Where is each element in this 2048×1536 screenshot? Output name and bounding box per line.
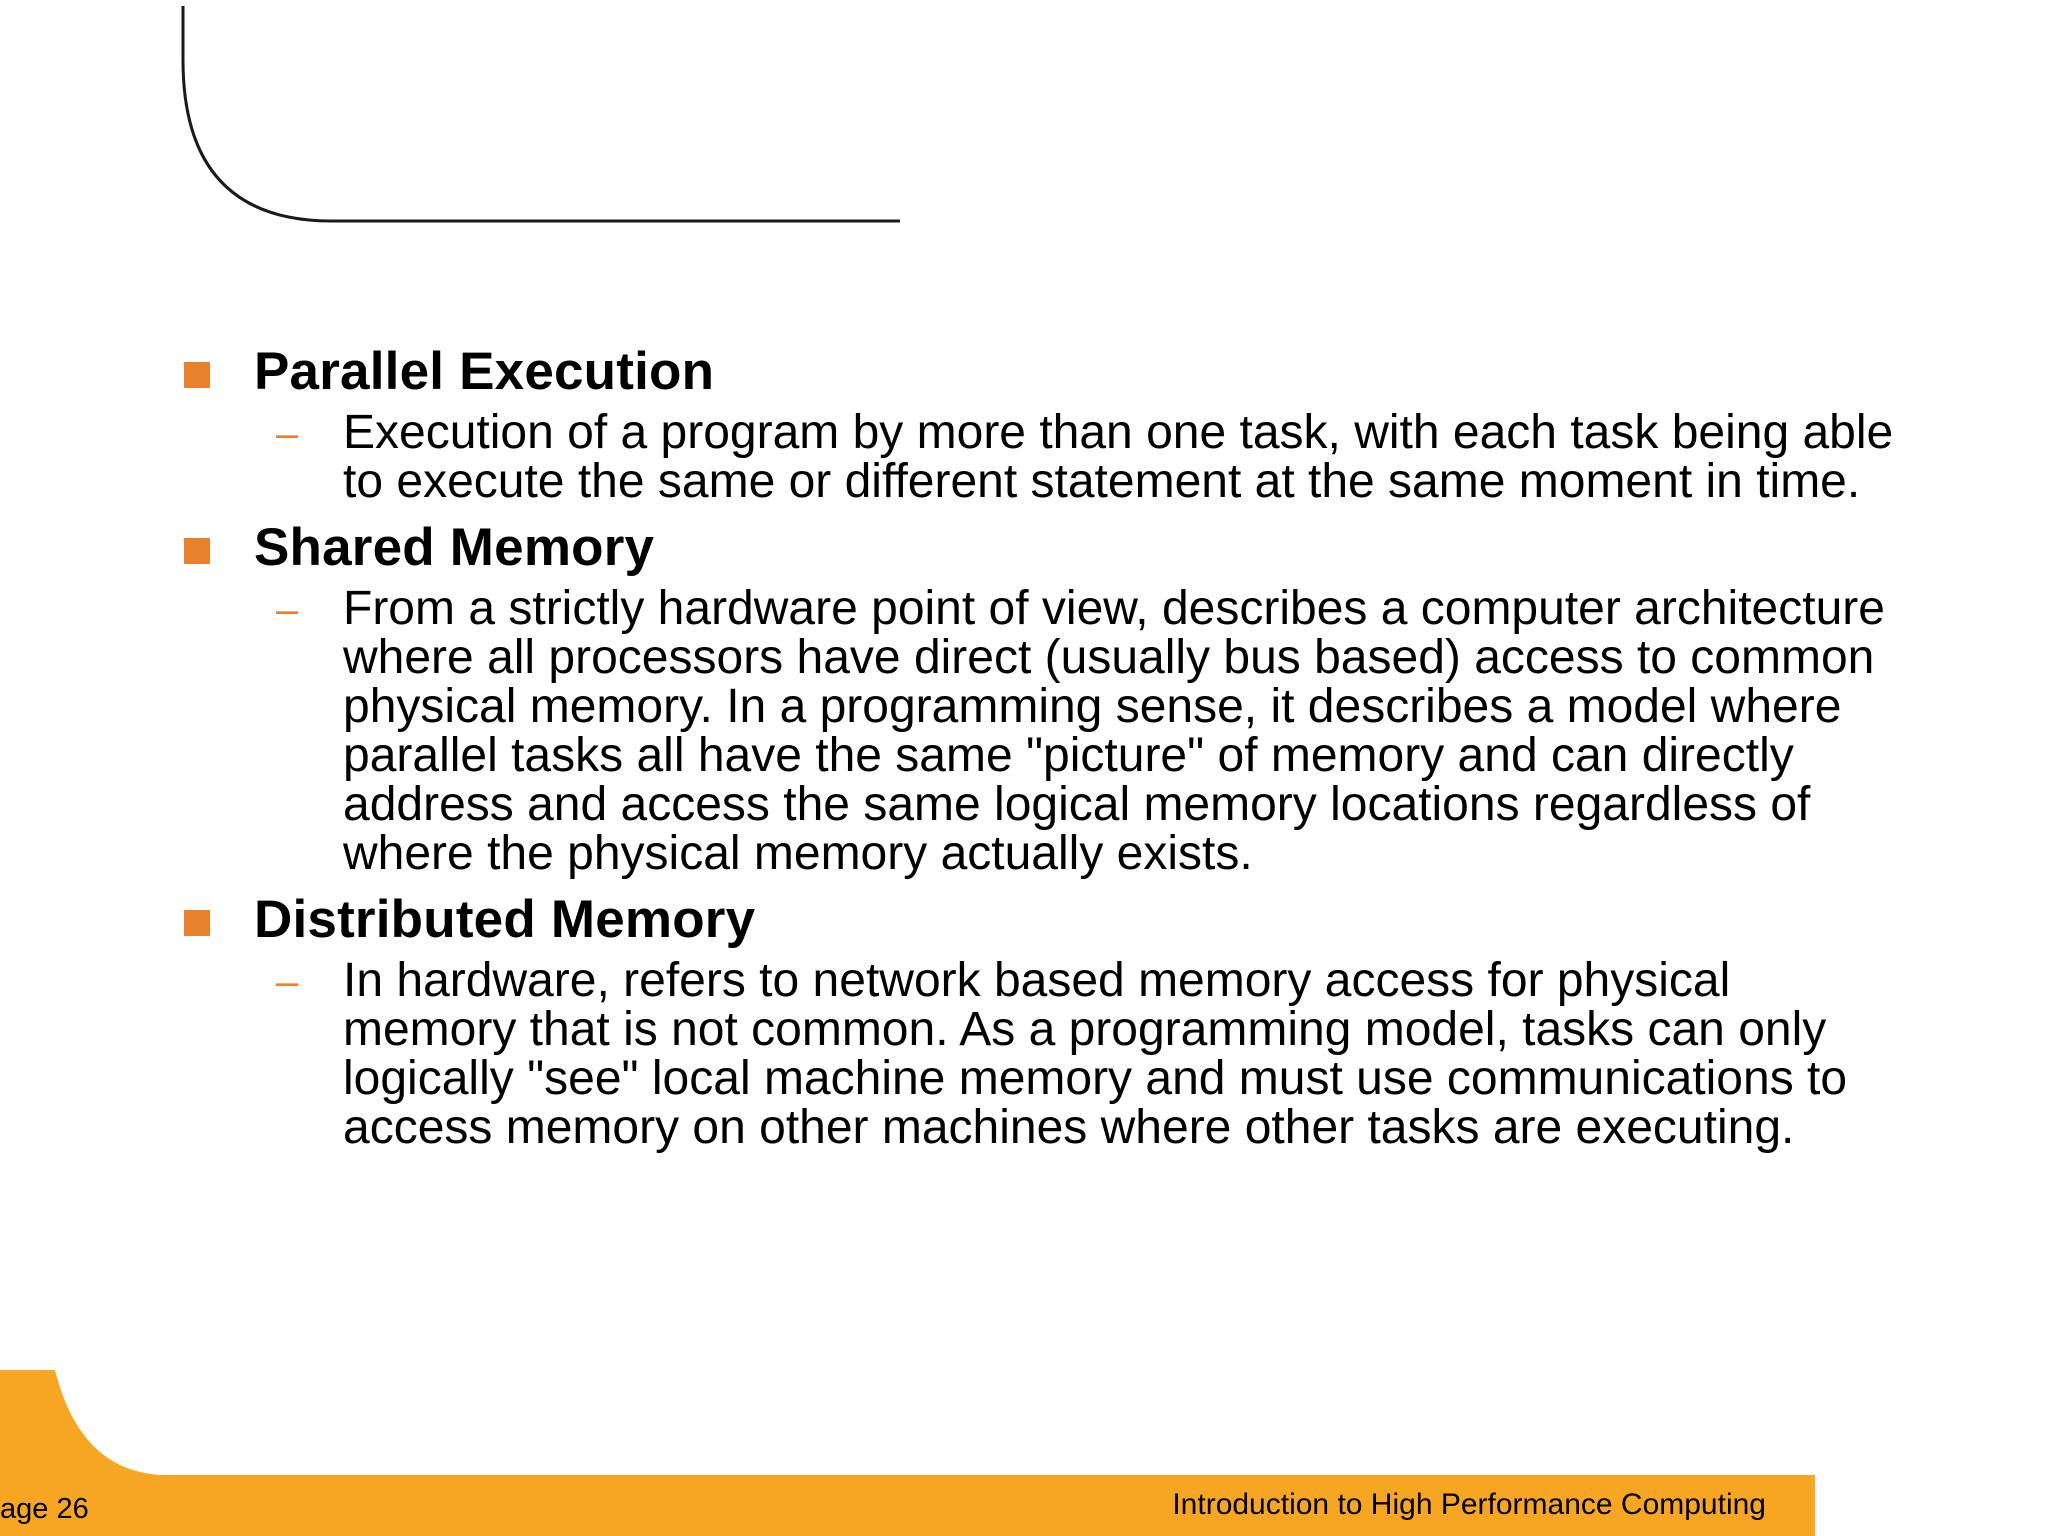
sub-bullet-row	[180, 956, 1900, 1152]
bullet-heading-row	[180, 336, 1900, 408]
bullet-heading: Parallel Execution	[254, 342, 715, 401]
dash-bullet-icon: –	[276, 412, 299, 456]
dash-bullet-icon: –	[276, 960, 299, 1004]
square-bullet-icon	[184, 362, 210, 388]
bullet-heading-row	[180, 512, 1900, 584]
bullet-heading: Distributed Memory	[254, 890, 756, 949]
bullet-description: Execution of a program by more than one task, with each task being able to execute the same or different statement at the same moment in time.	[343, 406, 1894, 508]
square-bullet-icon	[184, 910, 210, 936]
title-frame-decoration	[0, 0, 2048, 260]
page-number: age 26	[0, 1493, 89, 1525]
list-item	[180, 336, 1900, 506]
sub-bullet-row	[180, 408, 1900, 506]
list-item	[180, 512, 1900, 878]
bullet-list	[180, 336, 1900, 1158]
bullet-description: From a strictly hardware point of view, describes a computer architecture where all processors have direct (usually bus based) access to common physical memory. In a programming sense, it describes a model where parallel tasks all have the same "picture" of memory and can directly address and access the same logical memory locations regardless of where the physical memory actually exists.	[343, 582, 1885, 880]
square-bullet-icon	[184, 538, 210, 564]
dash-bullet-icon: –	[276, 588, 299, 632]
bullet-heading-row	[180, 884, 1900, 956]
footer-title: Introduction to High Performance Computing	[1172, 1488, 1766, 1521]
list-item	[180, 884, 1900, 1152]
bullet-heading: Shared Memory	[254, 518, 655, 577]
bullet-description: In hardware, refers to network based memory access for physical memory that is not common. As a programming model, tasks can only logically "see" local machine memory and must use communications to access memory on other machines where other tasks are executing.	[343, 954, 1848, 1154]
sub-bullet-row	[180, 584, 1900, 878]
